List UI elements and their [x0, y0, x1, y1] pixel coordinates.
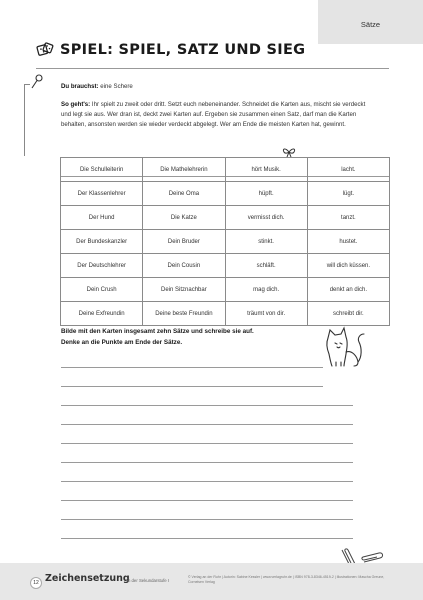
word-card: mag dich.: [225, 278, 307, 302]
word-card: Der Klassenlehrer: [61, 182, 143, 206]
dice-icon: [36, 41, 54, 59]
word-card: Die Katze: [143, 206, 225, 230]
word-card: Dein Sitznachbar: [143, 278, 225, 302]
card-row: [61, 158, 390, 182]
word-card: vermisst dich.: [225, 206, 307, 230]
card-grid: [60, 157, 390, 326]
word-card: will dich küssen.: [307, 254, 389, 278]
card-row: [61, 254, 390, 278]
word-card: hüpft.: [225, 182, 307, 206]
writing-line[interactable]: [61, 538, 353, 539]
materials-label: Du brauchst:: [61, 83, 99, 90]
word-card: Die Mathelehrerin: [143, 158, 225, 182]
card-row: [61, 206, 390, 230]
word-card: tanzt.: [307, 206, 389, 230]
instruction-bracket: [24, 84, 30, 156]
writing-line[interactable]: [61, 443, 353, 444]
word-card: lacht.: [307, 158, 389, 182]
title-divider: [36, 68, 389, 69]
word-card: stinkt.: [225, 230, 307, 254]
writing-line[interactable]: [61, 481, 353, 482]
footer-title: Zeichensetzung: [45, 573, 130, 584]
card-row: [61, 182, 390, 206]
instructions-label: So geht's:: [61, 101, 91, 108]
writing-line[interactable]: [61, 367, 323, 368]
word-card: Dein Bruder: [143, 230, 225, 254]
footer-subtitle: in der Sekundarstufe I: [127, 578, 170, 583]
writing-line[interactable]: [61, 462, 353, 463]
word-card: hustet.: [307, 230, 389, 254]
materials-text: [61, 82, 366, 92]
page-number: 12: [30, 577, 42, 589]
instructions-value: Ihr spielt zu zweit oder dritt. Setzt euch nebeneinander. Schneidet die Karten aus, mischt sie verdeckt und legt sie aus. Wer dran ist, deckt zwei Karten auf. Ergeben sie zusammen einen Satz, darf man die Karten behalten, ansonsten werden sie wieder verdeckt abgelegt. Wer am Ende die meisten Karten hat, gewinnt.: [61, 101, 366, 128]
footer-copyright: © Verlag an der Ruhr | Autorin: Sabine Kessler | www.verlagruhr.de | ISBN 978-3-8346-4519-2 | Illustrationen: Mascha Greune, Cornelsen Verlag: [188, 575, 385, 584]
word-card: schläft.: [225, 254, 307, 278]
pushpin-icon: [30, 74, 44, 90]
task-line-1: Bilde mit den Karten insgesamt zehn Sätze und schreibe sie auf.: [61, 328, 254, 335]
writing-line[interactable]: [61, 424, 353, 425]
writing-line[interactable]: [61, 519, 353, 520]
word-card: Der Bundeskanzler: [61, 230, 143, 254]
card-row: [61, 302, 390, 326]
word-card: Der Hund: [61, 206, 143, 230]
word-card: hört Musik.: [225, 158, 307, 182]
writing-line[interactable]: [61, 500, 353, 501]
word-card: Dein Cousin: [143, 254, 225, 278]
word-card: Deine Exfreundin: [61, 302, 143, 326]
writing-line[interactable]: [61, 405, 353, 406]
word-card: Deine beste Freundin: [143, 302, 225, 326]
word-card: Deine Oma: [143, 182, 225, 206]
chapter-tab: [318, 0, 423, 44]
page-title: SPIEL: SPIEL, SATZ UND SIEG: [60, 42, 306, 58]
word-card: Dein Crush: [61, 278, 143, 302]
task-line-2: Denke an die Punkte am Ende der Sätze.: [61, 339, 183, 346]
word-card: träumt von dir.: [225, 302, 307, 326]
materials-value: eine Schere: [98, 83, 133, 90]
word-card: Der Deutschlehrer: [61, 254, 143, 278]
writing-line[interactable]: [61, 386, 323, 387]
chapter-tab-label: Sätze: [360, 20, 381, 29]
task-prompt: [61, 326, 254, 348]
title-row: [36, 40, 305, 60]
word-card: schreibt dir.: [307, 302, 389, 326]
card-row: [61, 230, 390, 254]
word-card: denkt an dich.: [307, 278, 389, 302]
card-row: [61, 278, 390, 302]
word-card: Die Schulleiterin: [61, 158, 143, 182]
word-card: lügt.: [307, 182, 389, 206]
cat-illustration-icon: [322, 324, 368, 370]
instructions-text: [61, 100, 366, 130]
